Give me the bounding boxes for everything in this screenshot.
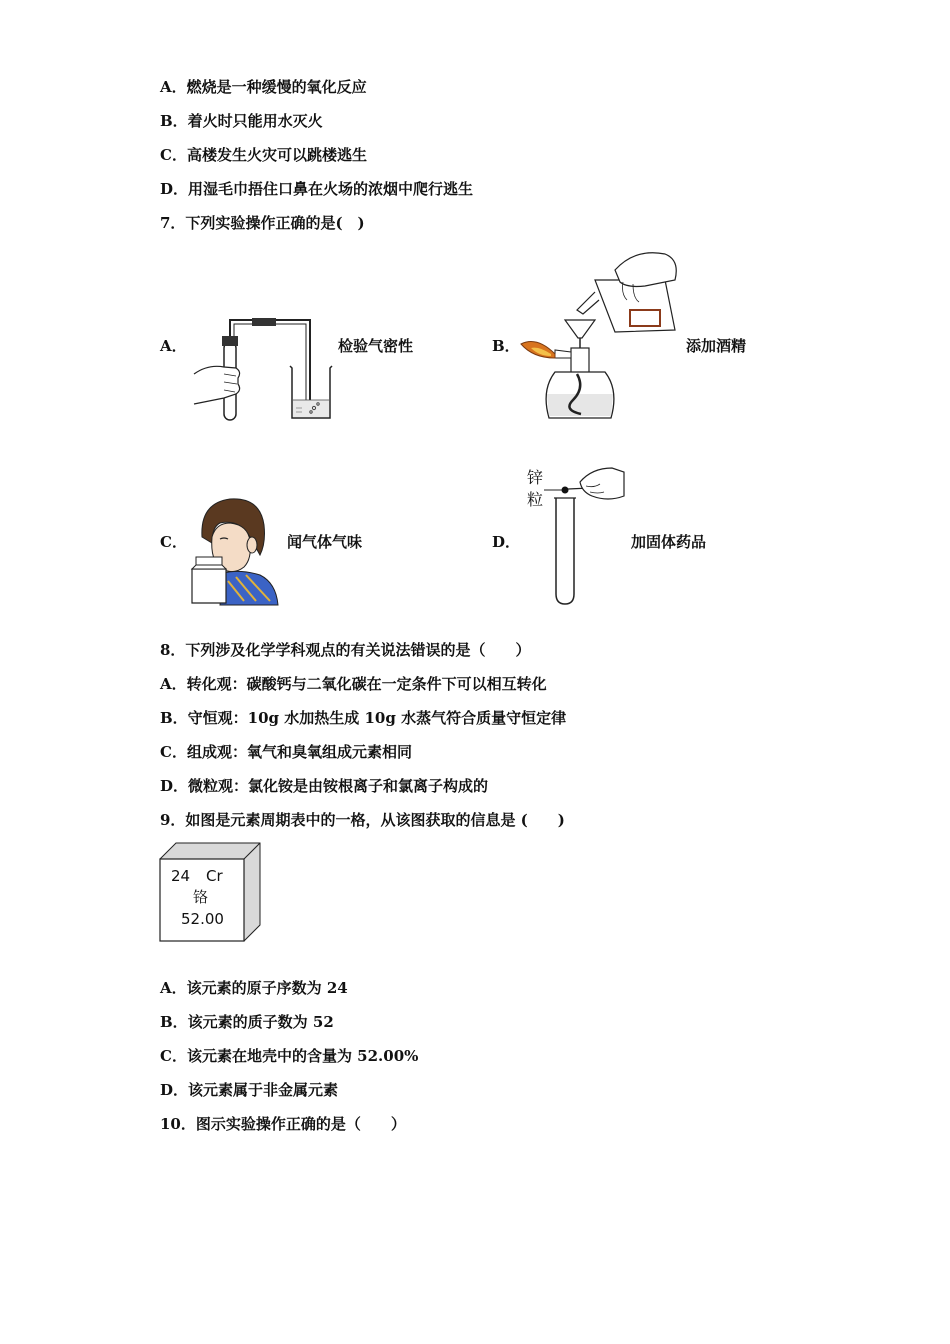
q8-option-a: A．转化观：碳酸钙与二氧化碳在一定条件下可以相互转化 [160, 675, 547, 693]
q9-option-a: A．该元素的原子序数为 24 [160, 979, 348, 997]
q6-option-d: D．用湿毛巾捂住口鼻在火场的浓烟中爬行逃生 [160, 180, 474, 198]
add-solid-figure [540, 462, 630, 610]
zinc-label-1: 锌 [527, 468, 544, 487]
q8-option-b: B．守恒观：10g 水加热生成 10g 水蒸气符合质量守恒定律 [160, 709, 567, 727]
q7-stem: 7．下列实验操作正确的是( ) [160, 214, 365, 232]
airtightness-test-figure [190, 312, 340, 424]
q7-option-d-label: D． [492, 533, 521, 551]
q8-option-c: C．组成观：氧气和臭氧组成元素相同 [160, 743, 412, 761]
q9-option-b: B．该元素的质子数为 52 [160, 1013, 334, 1031]
q7-option-c-caption: 闻气体气味 [287, 533, 363, 551]
q9-option-c: C．该元素在地壳中的含量为 52.00% [160, 1047, 419, 1065]
q6-option-b: B．着火时只能用水灭火 [160, 112, 323, 130]
q8-stem: 8．下列涉及化学学科观点的有关说法错误的是（ ） [160, 641, 531, 659]
q7-option-d-caption: 加固体药品 [631, 533, 707, 551]
smell-gas-figure [190, 497, 282, 607]
element-number: 24 [171, 867, 191, 885]
q7-option-b-caption: 添加酒精 [686, 337, 747, 355]
element-name: 铬 [193, 888, 209, 906]
q7-option-a-label: A． [160, 337, 187, 355]
q10-stem: 10．图示实验操作正确的是（ ） [160, 1115, 406, 1133]
q8-option-d: D．微粒观：氯化铵是由铵根离子和氯离子构成的 [160, 777, 489, 795]
q6-option-a: A．燃烧是一种缓慢的氧化反应 [160, 78, 367, 96]
zinc-label-2: 粒 [527, 490, 544, 509]
q9-option-d: D．该元素属于非金属元素 [160, 1081, 339, 1099]
q7-option-a-caption: 检验气密性 [338, 337, 414, 355]
element-symbol: Cr [206, 867, 223, 885]
q9-stem: 9．如图是元素周期表中的一格，从该图获取的信息是 ( ) [160, 811, 565, 829]
add-alcohol-figure [515, 240, 690, 425]
q7-option-b-label: B． [492, 337, 520, 355]
q6-option-c: C．高楼发生火灾可以跳楼逃生 [160, 146, 367, 164]
q7-option-c-label: C． [160, 533, 187, 551]
element-mass: 52.00 [181, 910, 224, 928]
